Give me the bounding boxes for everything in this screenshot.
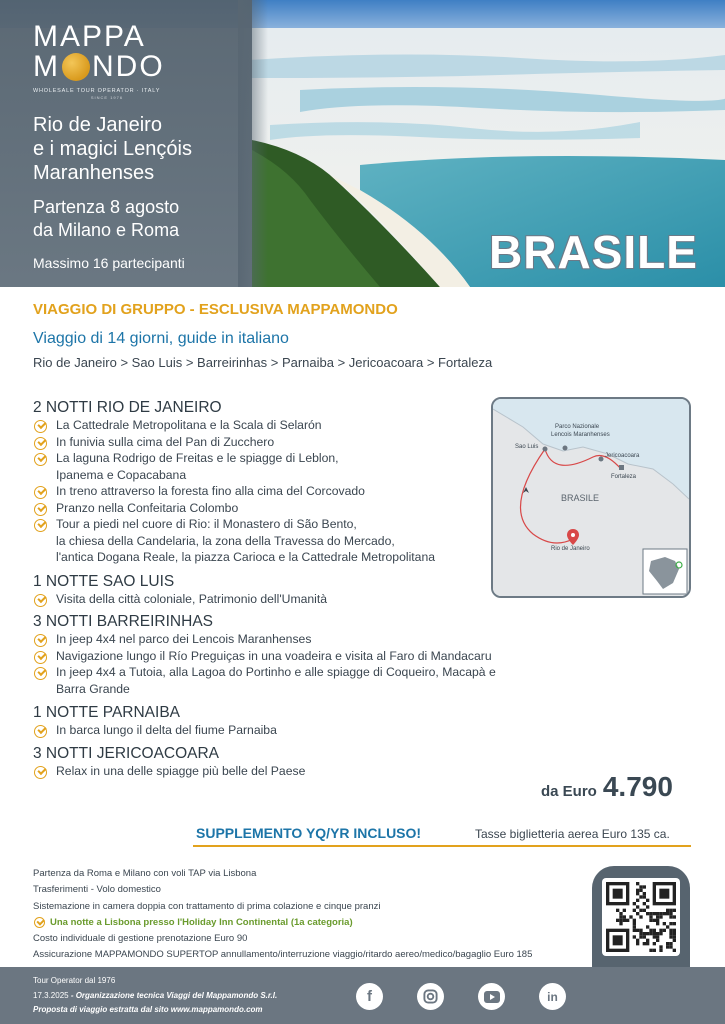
- itinerary-item: [33, 434, 553, 451]
- route-map-graphic: [493, 399, 689, 596]
- check-icon: [34, 453, 47, 466]
- itinerary-list: [33, 631, 553, 697]
- instagram-icon[interactable]: [417, 983, 444, 1010]
- itinerary-section: [33, 744, 553, 780]
- itinerary-item: [33, 417, 553, 434]
- hero-banner: [0, 0, 725, 287]
- mappamondo-logo[interactable]: [33, 22, 181, 100]
- itinerary-section-title: 2 NOTTI RIO DE JANEIRO: [33, 399, 222, 416]
- check-icon: [34, 651, 47, 664]
- itinerary-item: [33, 591, 553, 608]
- linkedin-icon[interactable]: in: [539, 983, 566, 1010]
- check-icon: [34, 766, 47, 779]
- facebook-icon[interactable]: f: [356, 983, 383, 1010]
- itinerary-list: [33, 417, 553, 566]
- map-label-sao-luis: Sao Luis: [515, 444, 539, 450]
- group-trip-tagline: VIAGGIO DI GRUPPO - ESCLUSIVA MAPPAMONDO: [33, 301, 398, 318]
- itinerary-item: [33, 483, 553, 500]
- divider: [193, 845, 691, 847]
- check-icon: [34, 437, 47, 450]
- itinerary-section: [33, 612, 553, 697]
- map-label-jericoacoara: Jericoacoara: [605, 453, 640, 459]
- itinerary-item-text: Ipanema e Copacabana: [56, 467, 187, 482]
- check-icon: [34, 420, 47, 433]
- itinerary-item-text: La laguna Rodrigo de Freitas e le spiagge di Leblon,: [56, 451, 339, 465]
- itinerary-item: [33, 631, 553, 648]
- itinerary-section-title: 3 NOTTI JERICOACOARA: [33, 744, 220, 762]
- note-booking-fee: Costo individuale di gestione prenotazione Euro 90: [33, 933, 248, 945]
- logo-text-line1: MAPPA: [33, 20, 146, 53]
- check-icon: [34, 519, 47, 532]
- price-prefix: da Euro: [541, 783, 597, 800]
- logo-text-m: M: [33, 50, 60, 83]
- globe-icon: [62, 53, 90, 81]
- itinerary-section-title: 1 NOTTE SAO LUIS: [33, 572, 175, 590]
- qr-code-graphic: [606, 882, 676, 952]
- itinerary-item: [33, 722, 553, 739]
- note-accommodation: Sistemazione in camera doppia con trattamento di prima colazione e cinque pranzi: [33, 900, 381, 912]
- check-icon: [34, 725, 47, 738]
- check-icon: [34, 917, 45, 928]
- note-insurance: Assicurazione MAPPAMONDO SUPERTOP annullamento/interruzione viaggio/ritardo aereo/medico/bagaglio Euro 185: [33, 949, 533, 961]
- footer-since: Tour Operator dal 1976: [33, 976, 116, 985]
- itinerary-item-text: la chiesa della Candelaria, la zona della Travessa do Mercado,: [56, 533, 395, 548]
- itinerary-item-text: In funivia sulla cima del Pan di Zucchero: [56, 434, 275, 449]
- itinerary-item-text: La Cattedrale Metropolitana e la Scala di Selarón: [56, 418, 322, 432]
- itinerary-item-text: In barca lungo il delta del fiume Parnaiba: [56, 723, 277, 737]
- route-map: [491, 397, 691, 598]
- check-icon: [34, 667, 47, 680]
- check-icon: [34, 634, 47, 647]
- itinerary-section: [33, 572, 553, 608]
- departure-info: Partenza 8 agosto da Milano e Roma: [33, 197, 180, 240]
- footer: [0, 967, 725, 1024]
- country-title: BRASILE: [489, 226, 698, 278]
- itinerary-item-text: Navigazione lungo il Río Preguiças in una voadeira e visita al Faro di Mandacaru: [56, 648, 492, 663]
- map-label-fortaleza: Fortaleza: [611, 474, 637, 480]
- map-label-park: Parco Nazionale: [555, 424, 600, 430]
- itinerary-item-text: Relax in una delle spiagge più belle del Paese: [56, 763, 306, 778]
- supplement-label: SUPPLEMENTO YQ/YR INCLUSO!: [196, 825, 422, 841]
- itinerary: [33, 398, 553, 779]
- itinerary-item-text: Tour a piedi nel cuore di Rio: il Monastero di São Bento,: [56, 517, 357, 531]
- check-icon: [34, 594, 47, 607]
- map-label-country: BRASILE: [561, 493, 600, 503]
- logo-text-ndo: NDO: [92, 50, 165, 83]
- route-line: Rio de Janeiro > Sao Luis > Barreirinhas > Parnaiba > Jericoacoara > Fortaleza: [33, 355, 493, 370]
- note-flights: Partenza da Roma e Milano con voli TAP via Lisbona: [33, 868, 257, 879]
- trip-notes: [33, 866, 593, 964]
- itinerary-item-text: Barra Grande: [56, 681, 130, 696]
- price-value: 4.790: [602, 771, 673, 802]
- itinerary-item: [33, 763, 553, 780]
- itinerary-item-text: Visita della città coloniale, Patrimonio dell'Umanità: [56, 591, 328, 606]
- itinerary-list: [33, 763, 553, 780]
- itinerary-section-title: 1 NOTTE PARNAIBA: [33, 704, 180, 721]
- tax-note: Tasse biglietteria aerea Euro 135 ca.: [475, 827, 670, 841]
- itinerary-item: [33, 648, 553, 665]
- itinerary-item: [33, 450, 553, 483]
- itinerary-list: [33, 591, 553, 608]
- note-transfers: Trasferimenti - Volo domestico: [33, 884, 161, 896]
- youtube-icon[interactable]: [478, 983, 505, 1010]
- itinerary-item: [33, 500, 553, 517]
- footer-text: [33, 974, 277, 1018]
- itinerary-item: [33, 664, 553, 697]
- logo-since: SINCE 1976: [90, 95, 124, 100]
- check-icon: [34, 486, 47, 499]
- check-icon: [34, 503, 47, 516]
- footer-org: 17.3.2025 - Organizzazione tecnica Viaggi del Mappamondo S.r.l.: [33, 990, 278, 1000]
- itinerary-section: [33, 398, 553, 566]
- footer-source: Proposta di viaggio estratta dal sito www.mappamondo.com: [33, 1005, 263, 1014]
- itinerary-item-text: In jeep 4x4 a Tutoia, alla Lagoa do Portinho e alle spiagge di Coqueiro, Macapà e: [56, 665, 496, 679]
- map-label-park-2: Lencois Maranhenses: [551, 432, 610, 438]
- itinerary-item-text: l'antica Dogana Reale, la piazza Carioca e la Cattedrale Metropolitana: [56, 550, 436, 564]
- itinerary-list: [33, 722, 553, 739]
- map-label-rio: Rio de Janeiro: [551, 546, 590, 552]
- trip-duration-subtitle: Viaggio di 14 giorni, guide in italiano: [33, 330, 289, 347]
- trip-title: Rio de Janeiro e i magici Lençóis Maranhenses: [33, 114, 192, 184]
- itinerary-section: [33, 703, 553, 739]
- itinerary-item-text: In treno attraverso la foresta fino alla cima del Corcovado: [56, 484, 365, 498]
- itinerary-item: [33, 516, 553, 566]
- logo-subtitle: WHOLESALE TOUR OPERATOR · ITALY: [33, 88, 161, 94]
- qr-code[interactable]: [602, 878, 680, 956]
- note-lisbon-highlight: Una notte a Lisbona presso l'Holiday Inn Continental (1a categoria): [33, 915, 593, 931]
- itinerary-section-title: 3 NOTTI BARREIRINHAS: [33, 613, 213, 630]
- price-block: [541, 771, 673, 803]
- itinerary-item-text: Pranzo nella Confeitaria Colombo: [56, 500, 239, 515]
- itinerary-item-text: In jeep 4x4 nel parco dei Lencois Maranhenses: [56, 632, 312, 646]
- participants-info: Massimo 16 partecipanti: [33, 255, 185, 271]
